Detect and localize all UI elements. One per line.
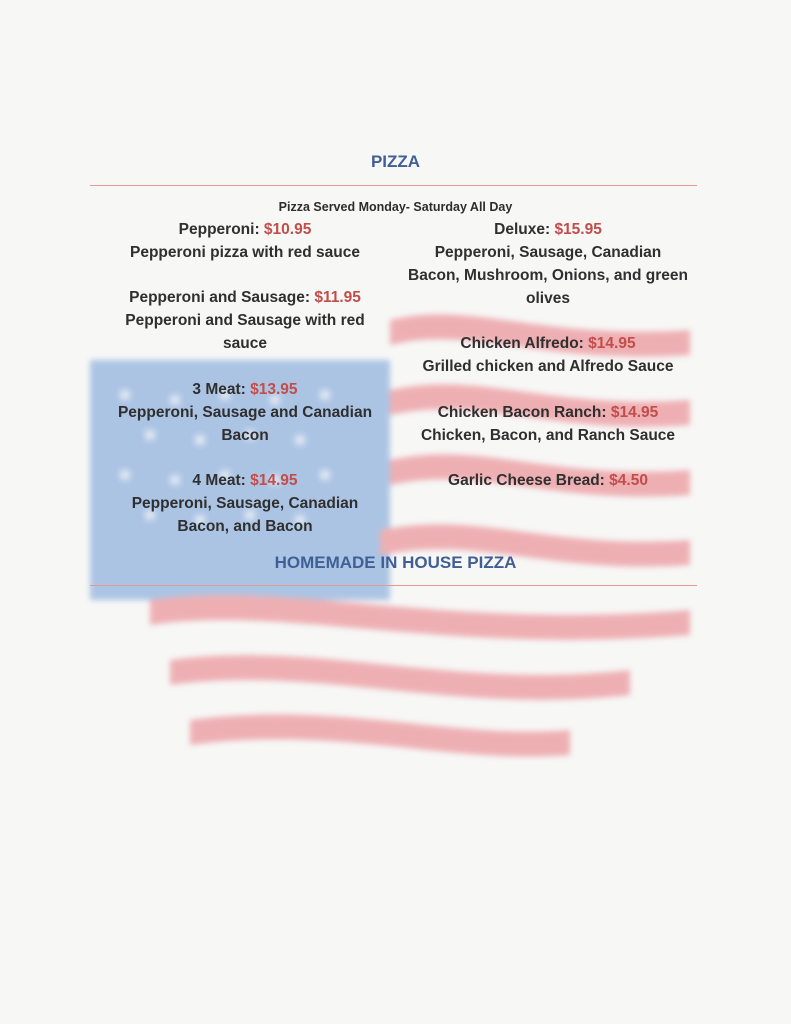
item-description: Pepperoni pizza with red sauce	[130, 244, 360, 261]
item-price: $14.95	[610, 404, 659, 421]
serving-hours-note: Pizza Served Monday- Saturday All Day	[278, 200, 513, 214]
item-description: Pepperoni and Sausage with red sauce	[125, 312, 365, 352]
item-price: $4.50	[609, 472, 648, 489]
menu-item	[105, 378, 385, 447]
footer-title: HOMEMADE IN HOUSE PIZZA	[274, 553, 517, 572]
divider-top	[90, 185, 697, 186]
menu-item	[105, 218, 385, 264]
divider-bottom	[90, 585, 697, 586]
item-name: 4 Meat:	[192, 472, 246, 489]
section-title: PIZZA	[370, 152, 421, 171]
item-name: Deluxe:	[494, 221, 551, 238]
menu-item	[408, 401, 688, 447]
item-name: Pepperoni:	[178, 221, 260, 238]
item-price: $10.95	[263, 221, 312, 238]
item-name: Pepperoni and Sausage:	[129, 289, 310, 306]
item-name: Garlic Cheese Bread:	[448, 472, 605, 489]
item-description: Chicken, Bacon, and Ranch Sauce	[420, 427, 676, 444]
item-name: Chicken Alfredo:	[460, 335, 584, 352]
menu-item	[408, 218, 688, 310]
item-price: $14.95	[588, 335, 636, 352]
item-name: 3 Meat:	[192, 381, 246, 398]
item-price: $15.95	[554, 221, 602, 238]
menu-item	[105, 469, 385, 538]
item-description: Pepperoni, Sausage and Canadian Bacon	[117, 404, 373, 444]
item-price: $11.95	[314, 289, 361, 306]
item-name: Chicken Bacon Ranch:	[437, 404, 607, 421]
item-price: $13.95	[250, 381, 298, 398]
item-description: Pepperoni, Sausage, Canadian Bacon, Mushroom, Onions, and green olives	[408, 244, 688, 307]
item-description: Pepperoni, Sausage, Canadian Bacon, and Bacon	[131, 495, 359, 535]
menu-item	[408, 469, 688, 492]
menu-item	[408, 332, 688, 378]
item-description: Grilled chicken and Alfredo Sauce	[422, 358, 674, 375]
menu-item	[105, 286, 385, 355]
item-price: $14.95	[250, 472, 298, 489]
